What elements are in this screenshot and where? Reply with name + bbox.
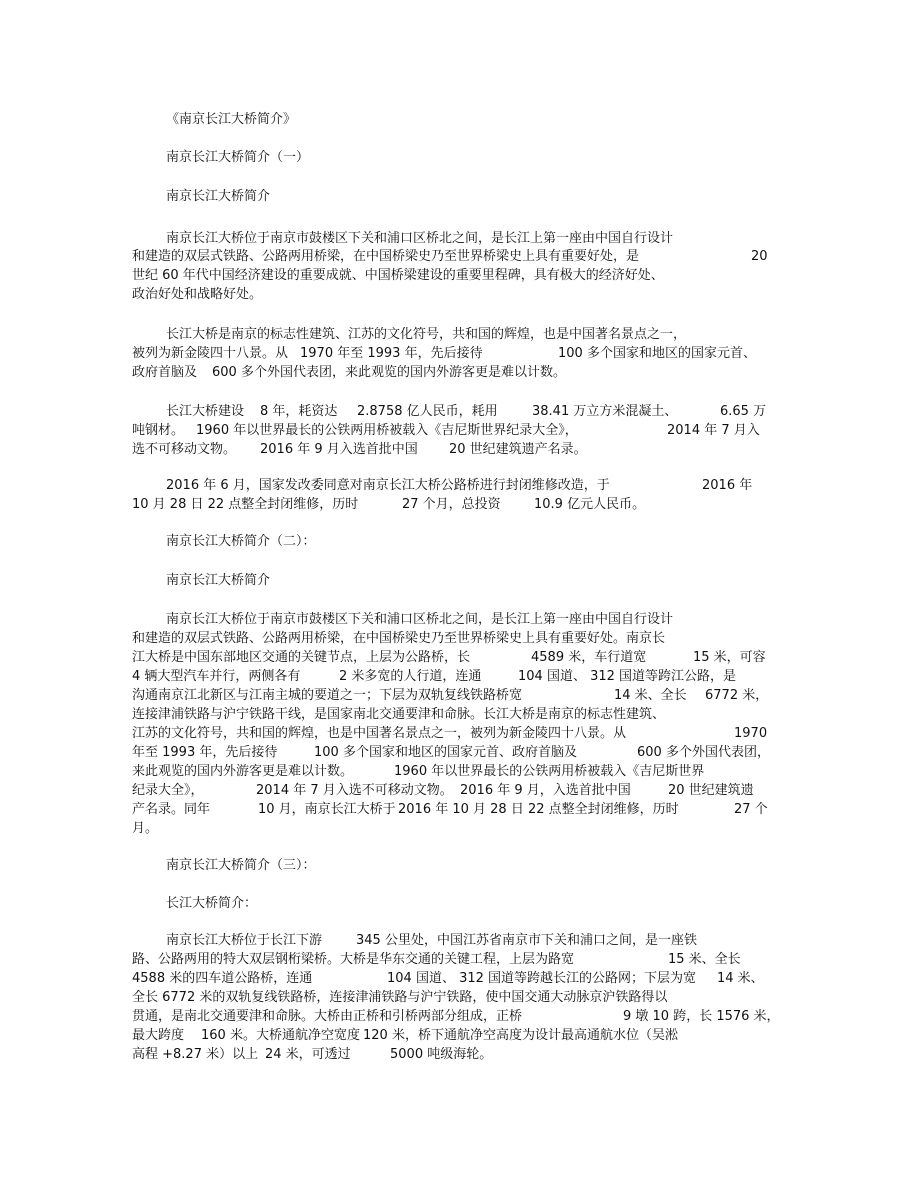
text-segment: 全长 6772 米的双轨复线铁路桥，连接津浦铁路与沪宁铁路，使中国交通大动脉京沪铁路得以 <box>132 990 668 1005</box>
text-segment: 吨钢材。 <box>132 423 185 438</box>
text-line <box>0 229 920 249</box>
text-line <box>0 667 920 687</box>
text-segment: 1960 年以世界最长的公铁两用桥被载入《吉尼斯世界 <box>394 764 705 779</box>
text-segment: 南京长江大桥位于南京市鼓楼区下关和浦口区桥北之间，是长江上第一座由中国自行设计 <box>166 231 674 246</box>
text-segment: 南京长江大桥简介（三）： <box>166 858 316 873</box>
text-segment: 20 <box>751 249 768 264</box>
text-segment: 2016 年 <box>702 478 753 493</box>
text-segment: 27 个 <box>734 802 768 817</box>
text-segment: 纪录大全》， <box>132 783 204 798</box>
text-segment: 38.41 万立方米混凝土、 <box>532 404 678 419</box>
text-segment: 104 国道、 312 国道等跨越长江的公路网；下层为宽 <box>387 971 697 986</box>
text-segment: 2016 年 9 月，入选首批中国 <box>460 783 631 798</box>
text-segment: 345 公里处，中国江苏省南京市下关和浦口之间，是一座铁 <box>356 933 697 948</box>
text-segment: 南京长江大桥简介 <box>166 189 271 204</box>
text-segment: 2.8758 亿人民币，耗用 <box>357 404 498 419</box>
text-segment: 1970 年至 1993 年，先后接待 <box>300 346 483 361</box>
text-line <box>0 1026 920 1046</box>
text-segment: 南京长江大桥简介 <box>166 573 271 588</box>
text-line <box>0 629 920 649</box>
text-line <box>0 402 920 422</box>
text-segment: 月。 <box>132 821 159 836</box>
text-segment: 年至 1993 年，先后接待 <box>132 745 278 760</box>
text-segment: 南京长江大桥简介（二）： <box>166 534 316 549</box>
text-segment: 8 年，耗资达 <box>260 404 338 419</box>
text-segment: 长江大桥建设 <box>166 404 245 419</box>
text-segment: 4 辆大型汽车并行，两侧各有 <box>132 669 301 684</box>
text-segment: 2014 年 7 月入选不可移动文物。 <box>256 783 453 798</box>
subheading <box>0 571 920 591</box>
text-line <box>0 950 920 970</box>
text-segment: 和建造的双层式铁路、公路两用桥梁，在中国桥梁史乃至世界桥梁史上具有重要好处，是 <box>132 249 640 264</box>
text-line <box>0 705 920 725</box>
text-segment: 15 米、全长 <box>668 952 741 967</box>
text-segment: 南京长江大桥位于南京市鼓楼区下关和浦口区桥北之间，是长江上第一座由中国自行设计 <box>166 612 674 627</box>
text-segment: 南京长江大桥简介（一） <box>166 150 310 165</box>
text-segment: 世纪 60 年代中国经济建设的重要成就、中国桥梁建设的重要里程碑，具有极大的经济好处、 <box>132 268 664 283</box>
text-segment: 4589 米，车行道宽 <box>531 650 647 665</box>
text-line <box>0 743 920 763</box>
text-line <box>0 610 920 630</box>
text-segment: 长江大桥简介： <box>166 896 258 911</box>
text-line <box>0 762 920 782</box>
text-line <box>0 476 920 496</box>
text-line <box>0 1045 920 1065</box>
text-line <box>0 266 920 286</box>
text-segment: 10 月 28 日 22 点整全封闭维修，历时 <box>132 497 359 512</box>
text-line <box>0 969 920 989</box>
text-segment: 15 米，可容 <box>693 650 766 665</box>
text-segment: 政治好处和战略好处。 <box>132 287 263 302</box>
text-line <box>0 724 920 744</box>
text-line <box>0 440 920 460</box>
text-segment: 被列为新金陵四十八景。从 <box>132 346 289 361</box>
text-segment: 《南京长江大桥简介》 <box>166 112 297 127</box>
text-segment: 1970 <box>734 726 768 741</box>
subheading <box>0 187 920 207</box>
text-line <box>0 648 920 668</box>
text-segment: 600 多个外国代表团，来此观览的国内外游客更是难以计数。 <box>212 365 566 380</box>
text-segment: 2014 年 7 月入 <box>667 423 760 438</box>
text-line <box>0 363 920 383</box>
text-line <box>0 800 920 820</box>
text-segment: 9 墩 10 跨，长 1576 米， <box>623 1009 780 1024</box>
section-heading-3 <box>0 856 920 876</box>
text-segment: 120 米，桥下通航净空高度为设计最高通航水位（吴淞 <box>363 1028 678 1043</box>
text-segment: 高程 +8.27 米）以上 <box>132 1047 259 1062</box>
text-segment: 104 国道、 312 国道等跨江公路，是 <box>518 669 737 684</box>
text-segment: 27 个月，总投资 <box>402 497 501 512</box>
text-segment: 20 世纪建筑遗 <box>668 783 754 798</box>
section-heading-1 <box>0 148 920 168</box>
text-line <box>0 421 920 441</box>
text-segment: 贯通，是南北交通要津和命脉。大桥由正桥和引桥两部分组成，正桥 <box>132 1009 523 1024</box>
text-line <box>0 285 920 305</box>
text-segment: 20 世纪建筑遗产名录。 <box>449 442 587 457</box>
text-segment: 最大跨度 <box>132 1028 185 1043</box>
text-line <box>0 247 920 267</box>
text-segment: 160 米。大桥通航净空宽度 <box>201 1028 360 1043</box>
text-line <box>0 344 920 364</box>
text-segment: 选不可移动文物。 <box>132 442 237 457</box>
text-line <box>0 495 920 515</box>
text-segment: 来此观览的国内外游客更是难以计数。 <box>132 764 354 779</box>
text-segment: 连接津浦铁路与沪宁铁路干线，是国家南北交通要津和命脉。长江大桥是南京的标志性建筑、 <box>132 707 666 722</box>
text-line <box>0 819 920 839</box>
text-segment: 6.65 万 <box>720 404 767 419</box>
text-segment: 2016 年 9 月入选首批中国 <box>260 442 418 457</box>
text-segment: 10 月，南京长江大桥于 <box>258 802 396 817</box>
text-segment: 江大桥是中国东部地区交通的关键节点，上层为公路桥，长 <box>132 650 471 665</box>
text-segment: 14 米、全长 <box>614 688 687 703</box>
text-line <box>0 325 920 345</box>
text-segment: 江苏的文化符号，共和国的辉煌，也是中国著名景点之一，被列为新金陵四十八景。从 <box>132 726 627 741</box>
text-segment: 和建造的双层式铁路、公路两用桥梁，在中国桥梁史乃至世界桥梁史上具有重要好处。南京长 <box>132 631 666 646</box>
document-title <box>0 110 920 130</box>
text-segment: 2 米多宽的人行道，连通 <box>339 669 482 684</box>
text-segment: 1960 年以世界最长的公铁两用桥被载入《吉尼斯世界纪录大全》， <box>196 423 578 438</box>
text-segment: 沟通南京江北新区与江南主城的要道之一；下层为双轨复线铁路桥宽 <box>132 688 523 703</box>
text-segment: 10.9 亿元人民币。 <box>534 497 646 512</box>
text-line <box>0 988 920 1008</box>
text-segment: 2016 年 10 月 28 日 22 点整全封闭维修，历时 <box>398 802 679 817</box>
text-segment: 14 米、 <box>717 971 764 986</box>
text-segment: 5000 吨级海轮。 <box>390 1047 493 1062</box>
text-segment: 6772 米， <box>705 688 769 703</box>
text-segment: 长江大桥是南京的标志性建筑、江苏的文化符号，共和国的辉煌，也是中国著名景点之一， <box>166 327 687 342</box>
text-segment: 路、公路两用的特大双层钢桁梁桥。大桥是华东交通的关键工程，上层为路宽 <box>132 952 575 967</box>
text-line <box>0 1007 920 1027</box>
section-heading-2 <box>0 532 920 552</box>
text-segment: 产名录。同年 <box>132 802 211 817</box>
text-line <box>0 931 920 951</box>
text-segment: 2016 年 6 月，国家发改委同意对南京长江大桥公路桥进行封闭维修改造，于 <box>166 478 610 493</box>
text-line <box>0 686 920 706</box>
text-segment: 600 多个外国代表团， <box>637 745 770 760</box>
text-segment: 24 米，可透过 <box>265 1047 351 1062</box>
text-segment: 100 多个国家和地区的国家元首、 <box>558 346 756 361</box>
text-segment: 100 多个国家和地区的国家元首、政府首脑及 <box>314 745 577 760</box>
text-line <box>0 781 920 801</box>
subheading <box>0 894 920 914</box>
text-segment: 政府首脑及 <box>132 365 198 380</box>
text-segment: 4588 米的四车道公路桥，连通 <box>132 971 313 986</box>
text-segment: 南京长江大桥位于长江下游 <box>166 933 323 948</box>
